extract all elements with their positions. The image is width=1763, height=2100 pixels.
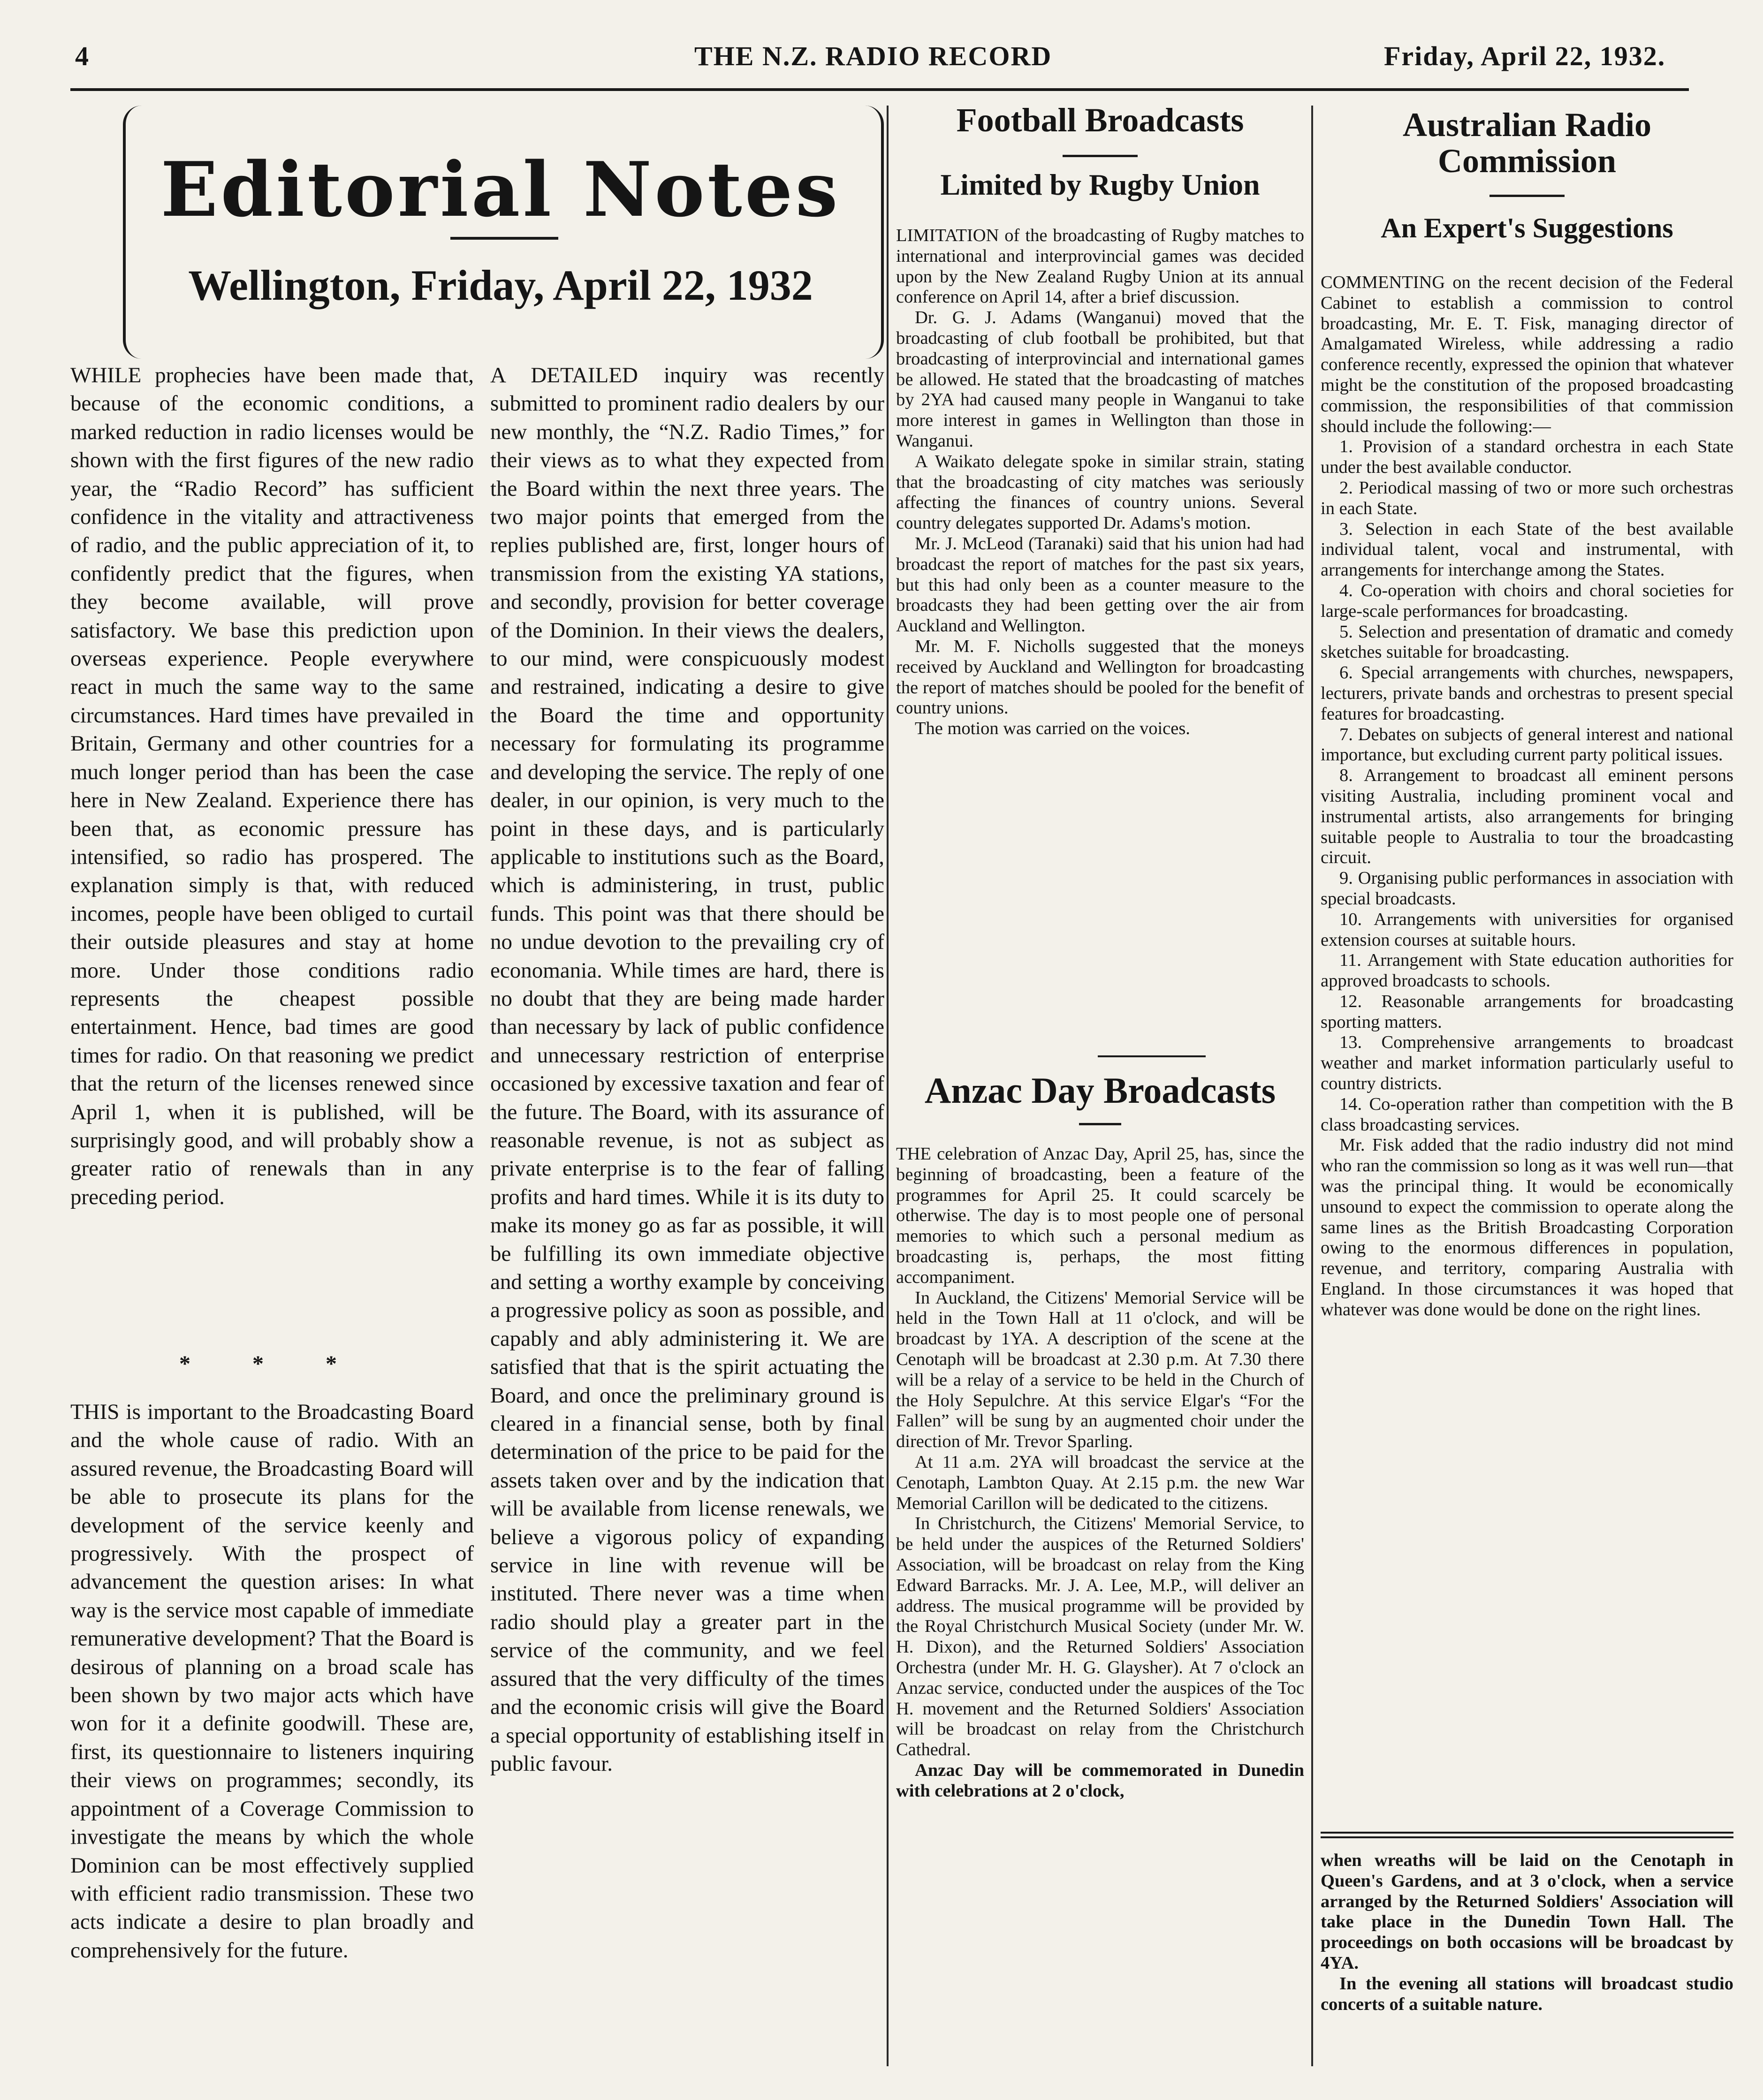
editorial-column-1-lower (70, 1398, 474, 1964)
editorial-paragraph-2: THIS is important to the Broadcasting Board and the whole cause of radio. With an assured revenue, the Broadcasting Board will be able to prosecute its plans for the development of the service keenly and progressively. With the prospect of advancement the question arises: In what way is the service most capable of immediate remunerative development? That the Board is desirous of planning on a broad scale has been shown by two major acts which have won for it a definite goodwill. These are, first, its questionnaire to listeners inquiring their views on programmes; secondly, its appointment of a Coverage Commission to investigate the means by which the whole Dominion can be most effectively supplied with efficient radio transmission. These two acts indicate a desire to plan broadly and comprehensively for the future. (70, 1400, 474, 1963)
suggestion-9: 9. Organising public performances in association with special broadcasts. (1321, 868, 1733, 909)
column-divider-1 (887, 106, 889, 2066)
football-rule (1063, 155, 1138, 157)
suggestion-3: 3. Selection in each State of the best available individual talent, vocal and instrumental, with arrangements for interchange among the States. (1321, 519, 1733, 580)
australian-headline-1: Australian Radio (1402, 106, 1652, 144)
suggestion-5: 5. Selection and presentation of dramatic and comedy sketches suitable for broadcasting. (1321, 622, 1733, 662)
anzac-paragraph-4: In Christchurch, the Citizens' Memorial Service, to be held under the auspices of the Returned Soldiers' Association, will be broadcast on relay from the King Edward Barracks. Mr. J. A. Lee, M.P., will deliver an address. The musical programme will be provided by the Royal Christchurch Musical Society (under Mr. W. H. Dixon), and the Returned Soldiers' Association Orchestra (under Mr. H. G. Glaysher). At 7 o'clock an Anzac service, conducted under the auspices of the Toc H. movement and the Returned Soldiers' Association will be broadcast on relay from the Christchurch Cathedral. (896, 1514, 1304, 1760)
anzac-paragraph-1: THE celebration of Anzac Day, April 25, has, since the beginning of broadcasting, been a feature of the programmes for April 25. It could scarcely be otherwise. The day is to most people one of personal memories to which such a personal medium as broadcasting is, perhaps, the most fitting accompaniment. (896, 1144, 1304, 1287)
anzac-continued-1: when wreaths will be laid on the Cenotaph in Queen's Gardens, and at 3 o'clock, when a service arranged by the Returned Soldiers' Association will take place in the Dunedin Town Hall. The proceedings on both occasions will be broadcast by 4YA. (1321, 1850, 1733, 1973)
suggestion-2: 2. Periodical massing of two or more such orchestras in each State. (1321, 478, 1733, 518)
suggestion-1: 1. Provision of a standard orchestra in each State under the best available conductor. (1321, 437, 1733, 478)
suggestion-7: 7. Debates on subjects of general interest and national importance, but excluding current party political issues. (1321, 724, 1733, 765)
football-subhead: Limited by Rugby Union (940, 168, 1260, 201)
australian-article (1321, 273, 1733, 1320)
australian-section (1321, 106, 1733, 1320)
section-separator: * * * (179, 1351, 365, 1376)
suggestion-10: 10. Arrangements with universities for organised extension courses at suitable hours. (1321, 909, 1733, 950)
australian-intro: COMMENTING on the recent decision of the Federal Cabinet to establish a commission to control broadcasting, Mr. E. T. Fisk, managing director of Amalgamated Wireless, while addressing a radio conference recently, expressed the opinion that whatever might be the constitution of the proposed broadcasting commission, the responsibilities of that commission should include the following:— (1321, 273, 1733, 436)
page-number: 4 (75, 41, 90, 71)
football-paragraph-3: A Waikato delegate spoke in similar strain, stating that the broadcasting of city matches was seriously affecting the finances of country unions. Several country delegates supported Dr. Adams's motion. (896, 451, 1304, 533)
football-paragraph-1: LIMITATION of the broadcasting of Rugby matches to international and interprovincial games was decided upon by the New Zealand Rugby Union at its annual conference on April 14, after a brief discussion. (896, 226, 1304, 307)
anzac-section (896, 1051, 1304, 1802)
suggestion-11: 11. Arrangement with State education authorities for approved broadcasts to schools. (1321, 950, 1733, 991)
anzac-paragraph-5: Anzac Day will be commemorated in Dunedin with celebrations at 2 o'clock, (896, 1760, 1304, 1801)
editorial-column-2 (490, 361, 884, 1778)
football-paragraph-4: Mr. J. McLeod (Taranaki) said that his union had had broadcast the report of matches for the past six years, but this had only been as a counter measure to the broadcasts they had been getting over the air from Auckland and Wellington. (896, 533, 1304, 636)
australian-subhead: An Expert's Suggestions (1381, 212, 1673, 243)
football-paragraph-6: The motion was carried on the voices. (915, 719, 1190, 739)
publication-title: THE N.Z. RADIO RECORD (694, 41, 1052, 71)
suggestion-4: 4. Co-operation with choirs and choral societies for large-scale performances for broadcasting. (1321, 580, 1733, 621)
suggestion-6: 6. Special arrangements with churches, newspapers, lecturers, private bands and orchestras to present special features for broadcasting. (1321, 663, 1733, 724)
australian-rule (1489, 195, 1565, 197)
editorial-column-1 (70, 361, 474, 1211)
anzac-paragraph-2: In Auckland, the Citizens' Memorial Service will be held in the Town Hall at 11 o'clock, and will be broadcast by 1YA. A description of the scene at the Cenotaph will be broadcast at 2.30 p.m. At 7.30 there will be a relay of a service to be held in the Church of the Holy Sepulchre. At this service Elgar's “For the Fallen” will be sung by an augmented choir under the direction of Mr. Trevor Sparling. (896, 1288, 1304, 1452)
suggestion-13: 13. Comprehensive arrangements to broadcast weather and market information particularly useful to country districts. (1321, 1032, 1733, 1094)
continuation-rule-2 (1321, 1836, 1733, 1838)
anzac-headline: Anzac Day Broadcasts (924, 1070, 1276, 1111)
editorial-title: Editorial Notes (160, 145, 841, 234)
football-section (896, 101, 1304, 739)
continuation-rule-1 (1321, 1832, 1733, 1834)
football-paragraph-5: Mr. M. F. Nicholls suggested that the moneys received by Auckland and Wellington for broadcasting the report of matches should be pooled for the benefit of country unions. (896, 636, 1304, 718)
australian-closing: Mr. Fisk added that the radio industry did not mind who ran the commission so long as it was well run—that was the principal thing. It would be economically unsound to expect the commission to operate along the same lines as the British Broadcasting Corporation owing to the enormous differences in population, revenue, and territory, comparing Australia with England. In those circumstances it was hoped that whatever was done would be done on the right lines. (1321, 1135, 1733, 1319)
column-divider-2 (1311, 106, 1313, 2066)
anzac-continued-2: In the evening all stations will broadcast studio concerts of a suitable nature. (1321, 1973, 1733, 2014)
anzac-article (896, 1144, 1304, 1802)
anzac-paragraph-3: At 11 a.m. 2YA will broadcast the service at the Cenotaph, Lambton Quay. At 2.15 p.m. the new War Memorial Carillon will be dedicated to the citizens. (896, 1452, 1304, 1513)
editorial-paragraph-1: WHILE prophecies have been made that, because of the economic conditions, a marked reduction in radio licenses would be shown with the first figures of the new radio year, the “Radio Record” has sufficient confidence in the vitality and attractiveness of radio, and the public appreciation of it, to confidently predict that the figures, when they become available, will prove satisfactory. We base this prediction upon overseas experience. People everywhere react in much the same way to the same circumstances. Hard times have prevailed in Britain, Germany and other countries for a much longer period than has been the case here in New Zealand. Experience there has been that, as economic pressure has intensified, so radio has prospered. The explanation simply is that, with reduced incomes, people have been obliged to curtail their outside pleasures and stay at home more. Under those conditions radio represents the cheapest possible entertainment. Hence, bad times are good times for radio. On that reasoning we predict that the return of the licenses renewed since April 1, when it is published, will be surprisingly good, and will probably show a greater ratio of renewals than in any preceding period. (70, 363, 474, 1209)
suggestion-14: 14. Co-operation rather than competition with the B class broadcasting services. (1321, 1094, 1733, 1135)
suggestion-8: 8. Arrangement to broadcast all eminent persons visiting Australia, including prominent vocal and instrumental artists, also arrangements for bringing suitable people to Australia to tour the broadcasting circuit. (1321, 766, 1733, 868)
anzac-rule (1079, 1123, 1121, 1125)
anzac-continuation (1321, 1850, 1733, 2015)
editorial-dateline: Wellington, Friday, April 22, 1932 (188, 261, 813, 309)
suggestion-12: 12. Reasonable arrangements for broadcasting sporting matters. (1321, 991, 1733, 1032)
football-headline: Football Broadcasts (956, 101, 1244, 139)
editorial-paragraph-3: A DETAILED inquiry was recently submitted to prominent radio dealers by our new monthly, the “N.Z. Radio Times,” for their views as to what they expected from the Board within the next three years. The two major points that emerged from the replies published are, first, longer hours of transmission from the existing YA stations, and secondly, provision for better coverage of the Dominion. In their views the dealers, to our mind, were conspicuously modest and restrained, indicating a desire to give the Board the time and opportunity necessary for formulating its programme and developing the service. The reply of one dealer, in our opinion, is very much to the point in these days, and is particularly applicable to institutions such as the Board, which is administering, in trust, public funds. This point was that there should be no undue devotion to the prevailing cry of economania. While times are hard, there is no doubt that they are being made harder than necessary by lack of public confidence and unnecessary restriction of enterprise occasioned by excessive taxation and fear of the future. The Board, with its assurance of reasonable revenue, is not as subject as private enterprise is to the fear of falling profits and hard times. While it is its duty to make its money go as far as possible, it will be fulfilling its own immediate objective and setting a worthy example by conceiving a progressive policy as soon as possible, and capably and ably administering it. We are satisfied that that is the spirit actuating the Board, and once the preliminary ground is cleared in a financial sense, both by final determination of the price to be paid for the assets taken over and by the indication that will be available from license renewals, we believe a vigorous policy of expanding service in line with revenue will be instituted. There never was a time when radio should play a greater part in the service of the community, and we feel assured that the very difficulty of the times and the economic crisis will give the Board a special opportunity of establishing itself in public favour. (490, 363, 884, 1776)
editorial-title-rule (450, 237, 558, 240)
header-rule (70, 88, 1689, 91)
football-article (896, 226, 1304, 739)
issue-date: Friday, April 22, 1932. (1384, 41, 1666, 71)
australian-headline-2: Commission (1437, 142, 1617, 180)
football-paragraph-2: Dr. G. J. Adams (Wanganui) moved that the broadcasting of club football be prohibited, but that broadcasting of interprovincial and international games be allowed. He stated that the broadcasting of matches by 2YA had caused many people in Wanganui to take more interest in games in Wellington than those in Wanganui. (896, 308, 1304, 451)
